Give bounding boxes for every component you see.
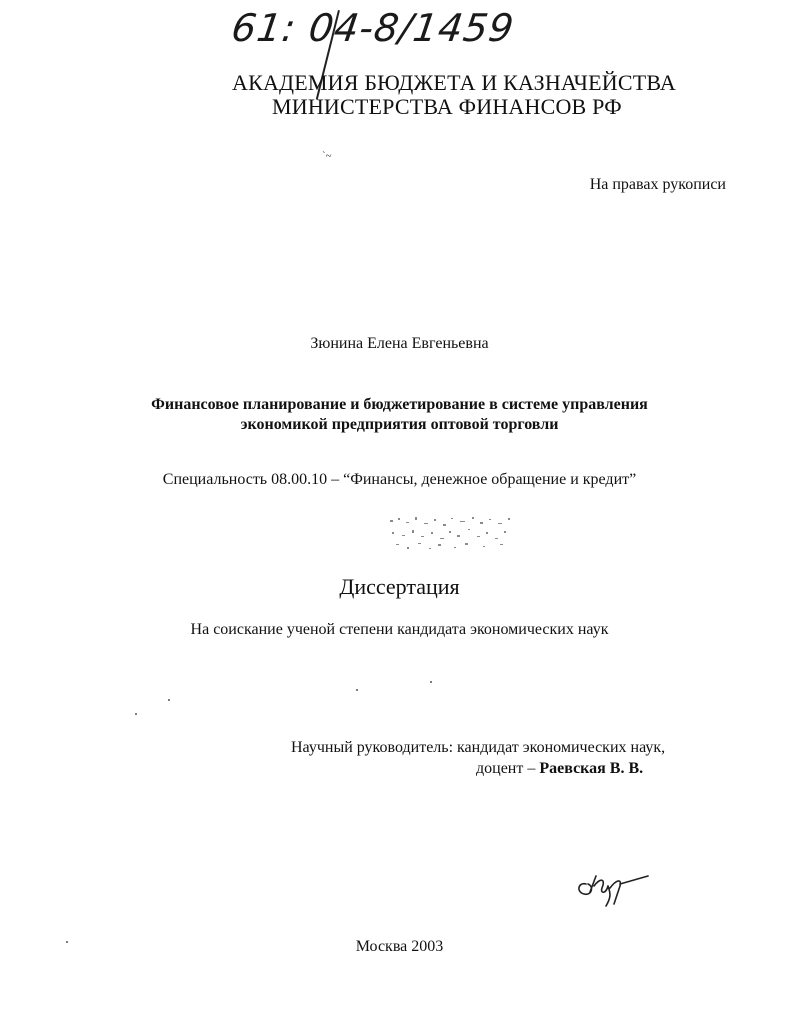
advisor-line-1: Научный руководитель: кандидат экономических наук, (291, 739, 666, 756)
manuscript-rights-note: На правах рукописи (589, 176, 726, 193)
stray-mark: `~ (322, 150, 332, 162)
thesis-title-line-2: экономикой предприятия оптовой торговли (240, 416, 559, 433)
advisor-name: Раевская В. В. (539, 760, 644, 777)
scan-speck (168, 699, 170, 701)
advisor-line-2 (476, 760, 643, 778)
thesis-title-line-1: Финансовое планирование и бюджетирование в системе управления (151, 396, 648, 413)
organization-line-2: МИНИСТЕРСТВА ФИНАНСОВ РФ (272, 94, 622, 119)
thesis-title (0, 395, 799, 435)
organization-line-1: АКАДЕМИЯ БЮДЖЕТА И КАЗНАЧЕЙСТВА (232, 70, 676, 95)
specialty: Специальность 08.00.10 – “Финансы, денежное обращение и кредит” (162, 471, 637, 488)
city-and-year: Москва 2003 (355, 938, 444, 955)
scan-speck (356, 689, 358, 691)
document-type: Диссертация (339, 574, 460, 599)
author-name: Зюнина Елена Евгеньевна (310, 335, 489, 352)
archive-code-handwritten: 61: 04-8/1459 (228, 6, 518, 50)
scan-speck (430, 681, 432, 683)
handwritten-signature (572, 862, 662, 912)
advisor-position: доцент – (476, 760, 540, 777)
faded-library-stamp (388, 514, 516, 554)
scan-speck (135, 713, 137, 715)
degree-statement: На соискание ученой степени кандидата экономических наук (190, 621, 609, 638)
